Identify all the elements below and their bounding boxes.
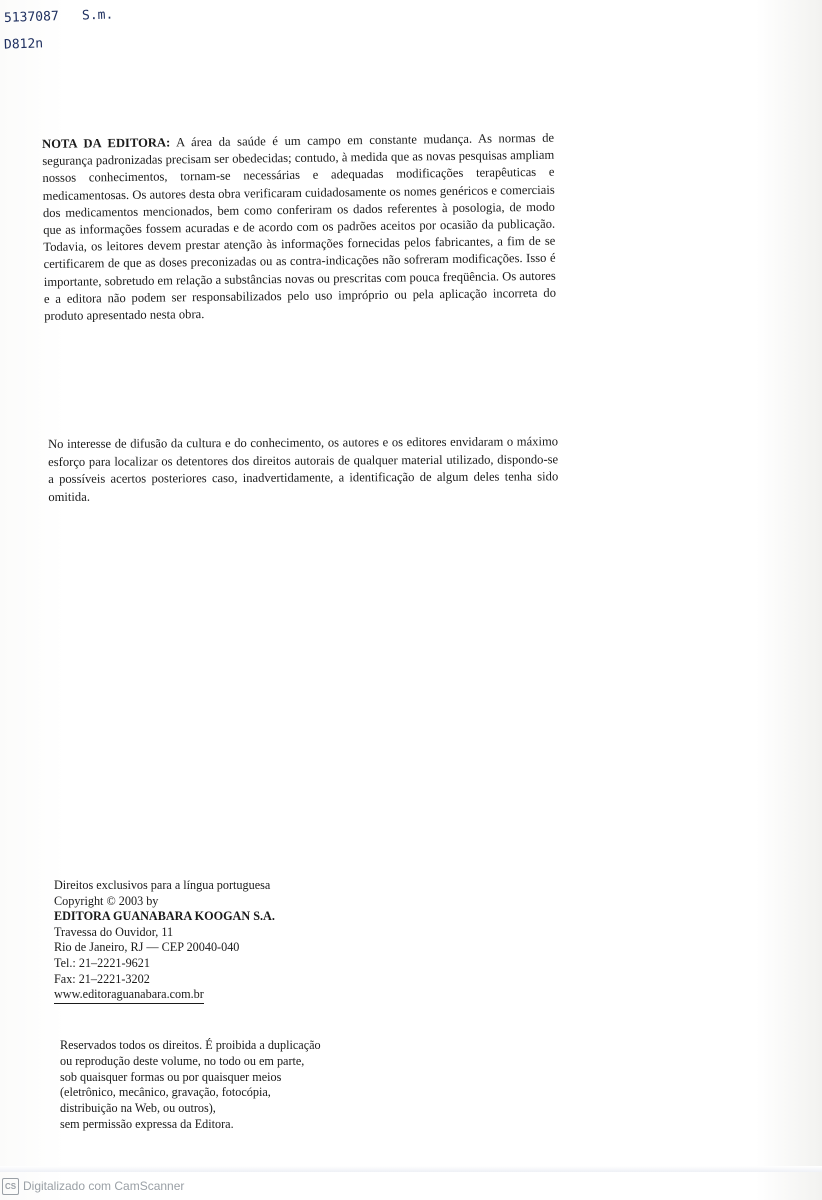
reserved-rights — [60, 1038, 380, 1133]
reserved-line: sem permissão expressa da Editora. — [60, 1116, 234, 1131]
copyright-line: Copyright © 2003 by — [54, 893, 159, 908]
publisher-info — [54, 878, 354, 1004]
handwritten-code: D812n — [3, 36, 44, 53]
publisher-tel: Tel.: 21–2221-9621 — [54, 955, 150, 970]
publisher-website-link[interactable]: www.editoraguanabara.com.br — [54, 987, 204, 1004]
camscanner-text: Digitalizado com CamScanner — [23, 1179, 185, 1193]
page-bottom-edge — [0, 1166, 822, 1172]
reserved-line: (eletrônico, mecânico, gravação, fotocópia, — [60, 1085, 271, 1100]
editor-note-label: NOTA DA EDITORA: — [42, 135, 171, 151]
editor-note-text: A área da saúde é um campo em constante mudança. As normas de segurança padronizadas precisam ser obedecidas; contudo, à medida que as novas pesquisas ampliam nossos conhecimentos, tornam-se necessárias e adequadas modificações terapêuticas e medicamentosas. Os autores desta obra verificaram cuidadosamente os nomes genéricos e comerciais dos medicamentos mencionados, bem como conferiram os dados referentes à posologia, de modo que as informações fossem acuradas e de acordo com os padrões aceitos por ocasião da publicação. Todavia, os leitores devem prestar atenção às informações fornecidas pelos fabricantes, a fim de se certificarem de que as doses preconizadas ou as contra-indicações não sofreram modificações. Isso é importante, sobretudo em relação a substâncias novas ou prescritas com pouca freqüência. Os autores e a editora não podem ser responsabilizados pelo uso impróprio ou pela aplicação incorreta do produto apresentado nesta obra. — [42, 130, 557, 324]
publisher-fax: Fax: 21–2221-3202 — [54, 971, 150, 986]
camscanner-icon: CS — [2, 1178, 19, 1195]
reserved-line: Reservados todos os direitos. É proibida a duplicação — [60, 1038, 321, 1052]
publisher-city: Rio de Janeiro, RJ — CEP 20040-040 — [54, 940, 240, 955]
reserved-line: sob quaisquer formas ou por quaisquer meios — [60, 1069, 282, 1084]
handwritten-initials: S.m. — [81, 7, 114, 24]
publisher-street: Travessa do Ouvidor, 11 — [54, 924, 174, 939]
reserved-line: distribuição na Web, ou outros), — [60, 1101, 216, 1116]
reserved-line: ou reprodução deste volume, no todo ou em parte, — [60, 1053, 305, 1068]
exclusive-rights-line: Direitos exclusivos para a língua portuguesa — [54, 878, 271, 892]
rights-note: No interesse de difusão da cultura e do conhecimento, os autores e os editores envidaram o máximo esforço para localizar os detentores dos direitos autorais de qualquer material utilizado, dispondo-se a possíveis acertos posteriores caso, inadvertidamente, a identificação de algum deles tenha sido omitida. — [48, 434, 559, 504]
camscanner-watermark — [2, 1177, 184, 1195]
editor-note — [42, 130, 556, 325]
handwritten-catalog-number: 5137087 — [3, 9, 60, 26]
publisher-name: EDITORA GUANABARA KOOGAN S.A. — [54, 909, 275, 924]
